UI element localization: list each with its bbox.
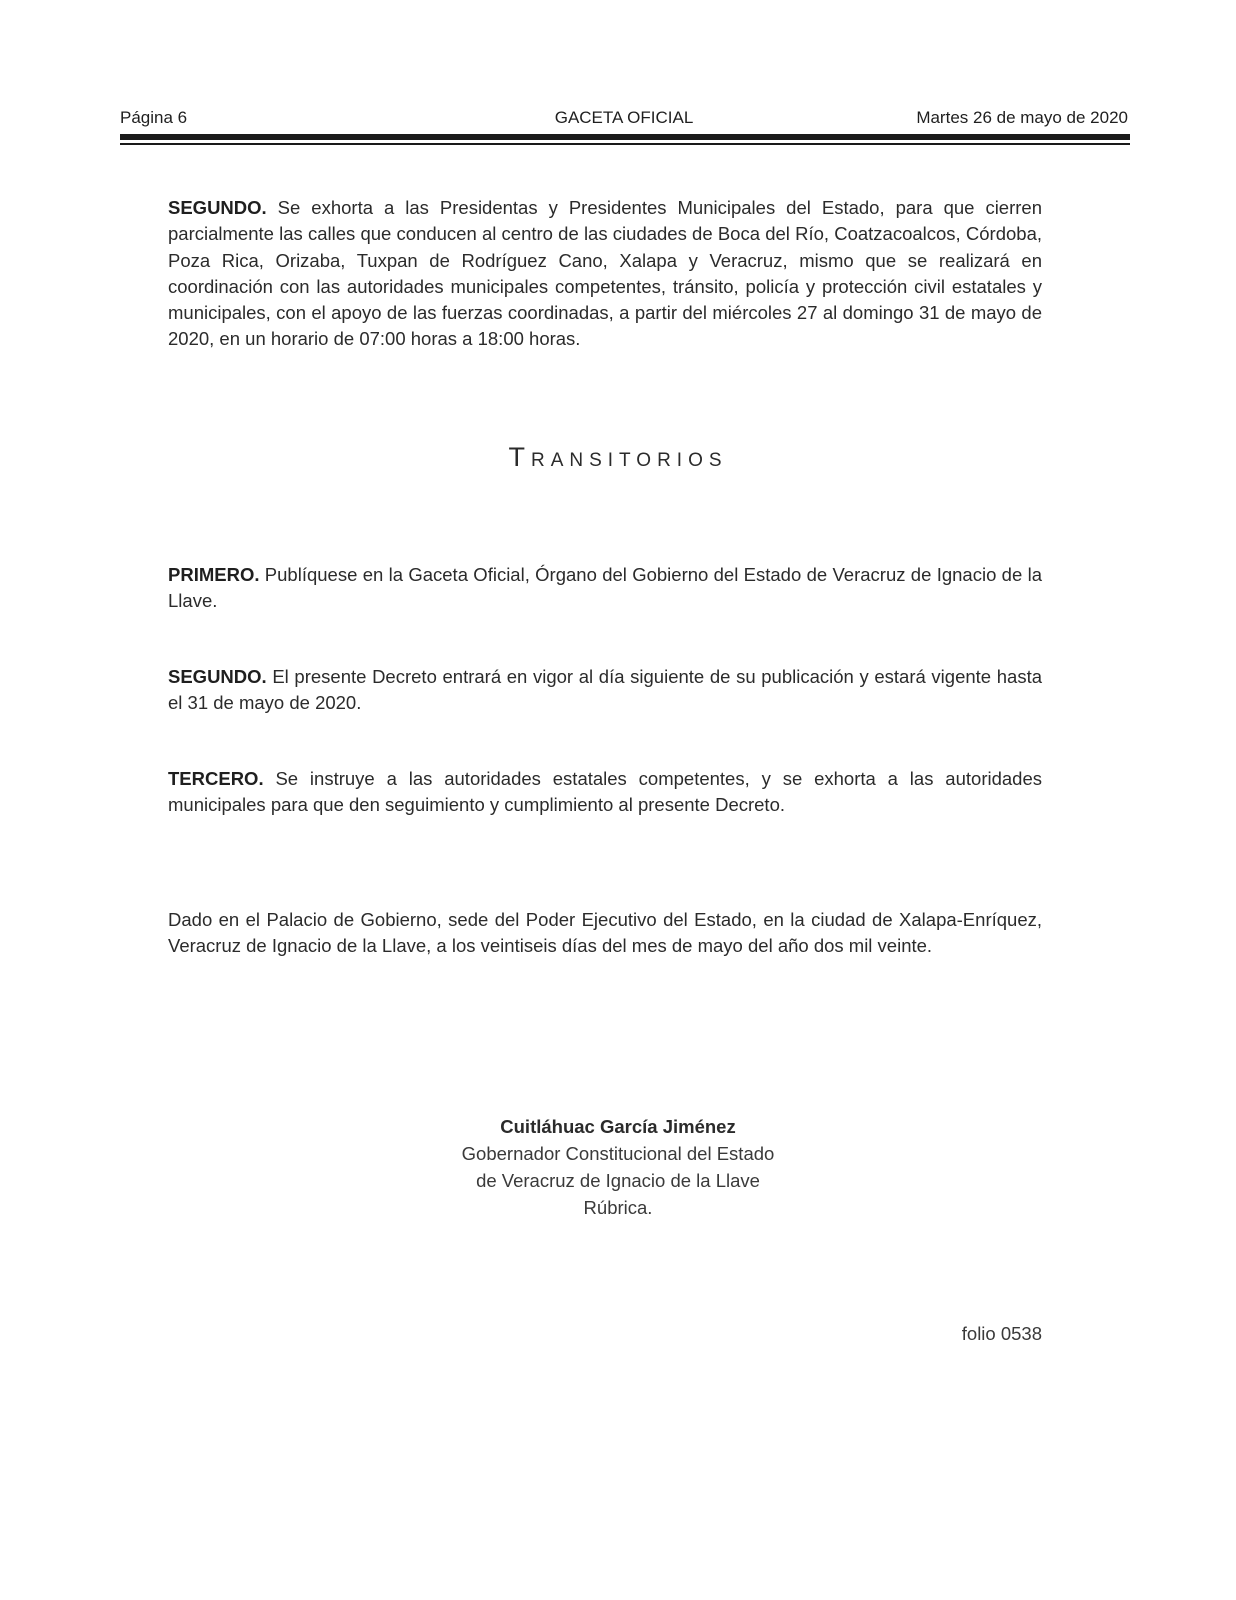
transitorios-heading-initial: T (508, 442, 531, 472)
signature-block (0, 1113, 1236, 1221)
signatory-role-line2: de Veracruz de Ignacio de la Llave (476, 1170, 760, 1191)
page-number: Página 6 (120, 108, 188, 127)
articulo-segundo-text: Se exhorta a las Presidentas y Presidentes Municipales del Estado, para que cierren parcialmente las calles que conducen al centro de las ciudades de Boca del Río, Coatzacoalcos, Córdoba, Poza Rica, Orizaba, Tuxpan de Rodríguez Cano, Xalapa y Veracruz, mismo que se realizará en coordinación con las autoridades municipales competentes, tránsito, policía y protección civil estatales y municipales, con el apoyo de las fuerzas coordinadas, a partir del miércoles 27 al domingo 31 de mayo de 2020, en un horario de 07:00 horas a 18:00 horas. (168, 197, 1042, 350)
transitorios-heading-rest: RANSITORIOS (530, 450, 728, 471)
rubrica-note: Rúbrica. (583, 1197, 653, 1218)
publication-date: Martes 26 de mayo de 2020 (916, 108, 1128, 127)
transitorio-tercero-label: TERCERO. (168, 768, 264, 789)
dado-paragraph: Dado en el Palacio de Gobierno, sede del Poder Ejecutivo del Estado, en la ciudad de Xalapa-Enríquez, Veracruz de Ignacio de la Llave, a los veintiseis días del mes de mayo del año dos mil veinte. (168, 909, 1042, 957)
folio-number: folio 0538 (961, 1323, 1042, 1344)
transitorio-segundo-paragraph (168, 664, 1042, 717)
signatory-role-line1: Gobernador Constitucional del Estado (461, 1143, 775, 1164)
page-header (120, 108, 1128, 132)
signatory-name: Cuitláhuac García Jiménez (500, 1116, 736, 1137)
header-rule-thick (120, 134, 1130, 140)
transitorio-tercero-text: Se instruye a las autoridades estatales competentes, y se exhorta a las autoridades municipales para que den seguimiento y cumplimiento al presente Decreto. (168, 768, 1042, 816)
transitorio-segundo-label: SEGUNDO. (168, 666, 267, 687)
header-rule-thin (120, 143, 1130, 145)
transitorio-tercero-paragraph (168, 766, 1042, 819)
transitorio-primero-text: Publíquese en la Gaceta Oficial, Órgano del Gobierno del Estado de Veracruz de Ignacio de la Llave. (168, 564, 1042, 612)
gazette-title: GACETA OFICIAL (554, 108, 694, 127)
articulo-segundo-label: SEGUNDO. (168, 197, 267, 218)
articulo-segundo-paragraph (168, 195, 1042, 353)
transitorio-segundo-text: El presente Decreto entrará en vigor al día siguiente de su publicación y estará vigente hasta el 31 de mayo de 2020. (168, 666, 1042, 714)
transitorios-heading (0, 442, 1236, 473)
transitorio-primero-paragraph (168, 562, 1042, 615)
transitorio-primero-label: PRIMERO. (168, 564, 260, 585)
